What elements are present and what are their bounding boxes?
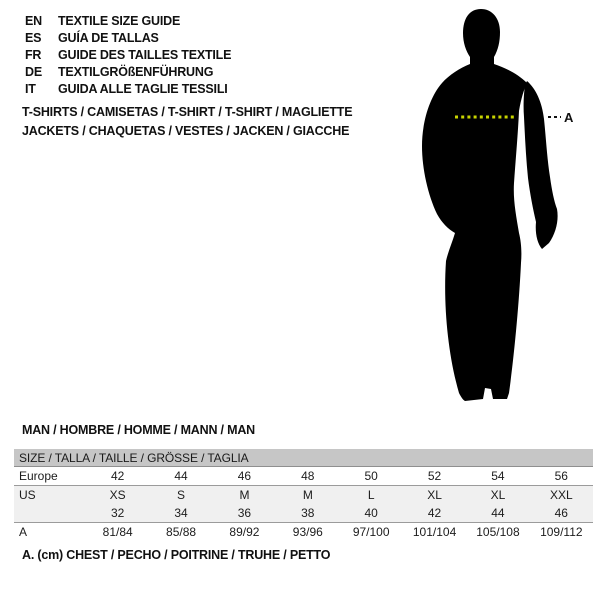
language-row (25, 64, 231, 81)
size-cell: 52 (427, 469, 442, 483)
language-list (25, 12, 231, 98)
language-label: GUIDA ALLE TAGLIE TESSILI (58, 82, 228, 97)
size-row-label: US (19, 488, 36, 502)
size-cell: XXL (549, 488, 573, 502)
size-cell: 40 (364, 506, 378, 520)
size-cell: 56 (554, 469, 568, 483)
size-table-header: SIZE / TALLA / TAILLE / GRÖSSE / TAGLIA (14, 449, 593, 467)
man-silhouette-figure (415, 5, 575, 405)
size-cell: XL (427, 488, 442, 502)
section-title-man: MAN / HOMBRE / HOMME / MANN / MAN (22, 423, 255, 437)
size-cell: 44 (491, 506, 505, 520)
man-silhouette-svg (415, 5, 575, 405)
size-table-row (14, 467, 593, 486)
size-cell: 93/96 (292, 525, 323, 539)
size-cell: 46 (554, 506, 568, 520)
language-row (25, 46, 231, 63)
size-cell: 50 (364, 469, 378, 483)
language-code: IT (25, 82, 36, 97)
size-cell: 97/100 (352, 525, 390, 539)
size-cell: 105/108 (476, 525, 520, 539)
size-table (14, 449, 593, 541)
size-row-label (14, 504, 86, 523)
language-row (25, 29, 231, 46)
size-cell: 46 (237, 469, 252, 483)
language-label: TEXTILE SIZE GUIDE (58, 13, 181, 28)
language-code: FR (25, 47, 42, 62)
size-cell: 48 (301, 469, 315, 483)
size-table-header-row (14, 449, 593, 467)
language-label: GUÍA DE TALLAS (58, 30, 159, 45)
size-cell: 89/92 (229, 525, 260, 539)
size-cell: M (239, 488, 250, 502)
size-cell: 101/104 (412, 525, 457, 539)
size-cell: 54 (491, 469, 505, 483)
size-cell: M (302, 488, 313, 502)
size-cell: 34 (174, 506, 188, 520)
measurement-note: A. (cm) CHEST / PECHO / POITRINE / TRUHE / PETTO (22, 548, 331, 562)
language-label: TEXTILGRÖßENFÜHRUNG (58, 65, 214, 80)
language-code: ES (25, 30, 42, 45)
language-label: GUIDE DES TAILLES TEXTILE (58, 47, 232, 62)
category-line: JACKETS / CHAQUETAS / VESTES / JACKEN / GIACCHE (22, 123, 350, 138)
size-table-row (14, 523, 593, 542)
category-line: T-SHIRTS / CAMISETAS / T-SHIRT / T-SHIRT / MAGLIETTE (22, 105, 353, 119)
size-table-row (14, 504, 593, 523)
size-cell: 81/84 (102, 525, 133, 539)
size-cell: 42 (111, 469, 125, 483)
size-cell: 36 (237, 506, 252, 520)
language-row (25, 12, 231, 29)
size-cell: 85/88 (166, 525, 197, 539)
size-cell: S (177, 488, 186, 502)
size-cell: 42 (427, 506, 442, 520)
silhouette-right-arm (524, 81, 558, 249)
size-row-label: Europe (19, 469, 58, 483)
category-list (22, 105, 352, 142)
silhouette-body (422, 9, 527, 401)
size-row-label: A (19, 525, 28, 539)
size-table-row (14, 486, 593, 505)
size-cell: 38 (301, 506, 315, 520)
size-cell: XS (109, 488, 126, 502)
size-cell: 44 (174, 469, 188, 483)
language-code: DE (25, 65, 42, 80)
language-code: EN (25, 13, 42, 28)
language-row (25, 81, 231, 98)
size-cell: L (367, 488, 375, 502)
size-cell: XL (490, 488, 506, 502)
size-cell: 109/112 (540, 525, 583, 539)
size-cell: 32 (111, 506, 125, 520)
measurement-label-a: A (564, 110, 574, 125)
